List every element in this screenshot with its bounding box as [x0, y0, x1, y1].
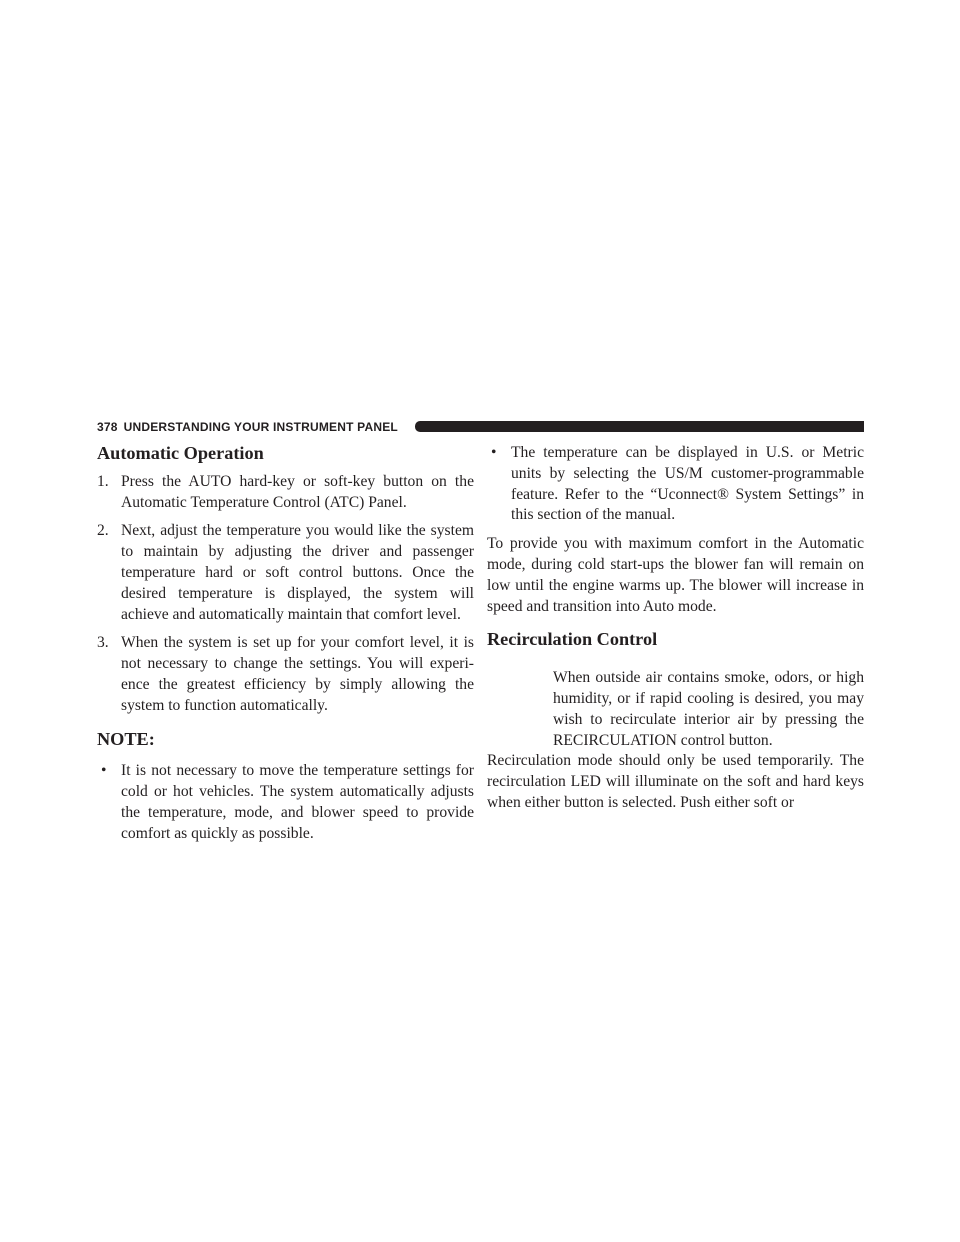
page-header	[97, 419, 864, 435]
step-number: 2.	[97, 522, 109, 540]
step-item	[97, 472, 474, 514]
step-item	[97, 521, 474, 625]
note-label: NOTE:	[97, 728, 155, 749]
automatic-operation-heading: Automatic Operation	[97, 443, 264, 463]
header-rule	[415, 421, 864, 432]
section-title: UNDERSTANDING YOUR INSTRUMENT PANEL	[123, 420, 398, 434]
step-text: When the system is set up for your comfort level, it is not necessary to change the settings. You will experience the greatest efficiency by simply allowing the system to function automatically.	[121, 634, 474, 714]
step-number: 3.	[97, 634, 109, 652]
step-text: Press the AUTO hard-key or soft-key button on the Automatic Temperature Control (ATC) Panel.	[121, 472, 474, 511]
right-column	[487, 443, 864, 814]
recirculation-intro: When outside air contains smoke, odors, or high humidity, or if rapid cooling is desired, you may wish to recirculate interior air by pressing the RECIRCULATION control button.	[553, 669, 864, 749]
recirculation-icon	[487, 668, 543, 724]
units-bullet-text: The temperature can be displayed in U.S. or Metric units by selecting the US/M customer-programmable feature. Refer to the “Uconnect® System Settings” in this section of the manual.	[511, 444, 864, 524]
auto-mode-paragraph: To provide you with maximum comfort in the Automatic mode, during cold start-ups the blower fan will remain on low until the engine warms up. The blower will increase in speed and transition into Auto mode.	[487, 535, 864, 615]
bullet-marker: •	[491, 444, 497, 461]
page-number: 378	[97, 420, 118, 434]
units-bullet	[487, 443, 864, 526]
recirculation-body: Recirculation mode should only be used temporarily. The recirculation LED will illuminate on the soft and hard keys when either button is selected. Push either soft or	[487, 752, 864, 811]
header-text	[97, 419, 398, 435]
recirculation-heading: Recirculation Control	[487, 629, 658, 650]
bullet-marker: •	[101, 762, 107, 780]
left-column	[97, 443, 474, 845]
note-bullet-text: It is not necessary to move the temperature settings for cold or hot vehicles. The system automatically adjusts the temperature, mode, and blower speed to provide comfort as quickly as possible.	[121, 762, 474, 842]
step-item	[97, 633, 474, 716]
note-bullet	[97, 761, 474, 844]
recirculation-block	[487, 668, 864, 751]
step-number: 1.	[97, 472, 109, 490]
step-text: Next, adjust the temperature you would like the system to maintain by adjusting the driver and passenger temperature hard or soft control buttons. Once the desired temperature is displayed, the system will achieve and automatically maintain that comfort level.	[121, 522, 474, 623]
